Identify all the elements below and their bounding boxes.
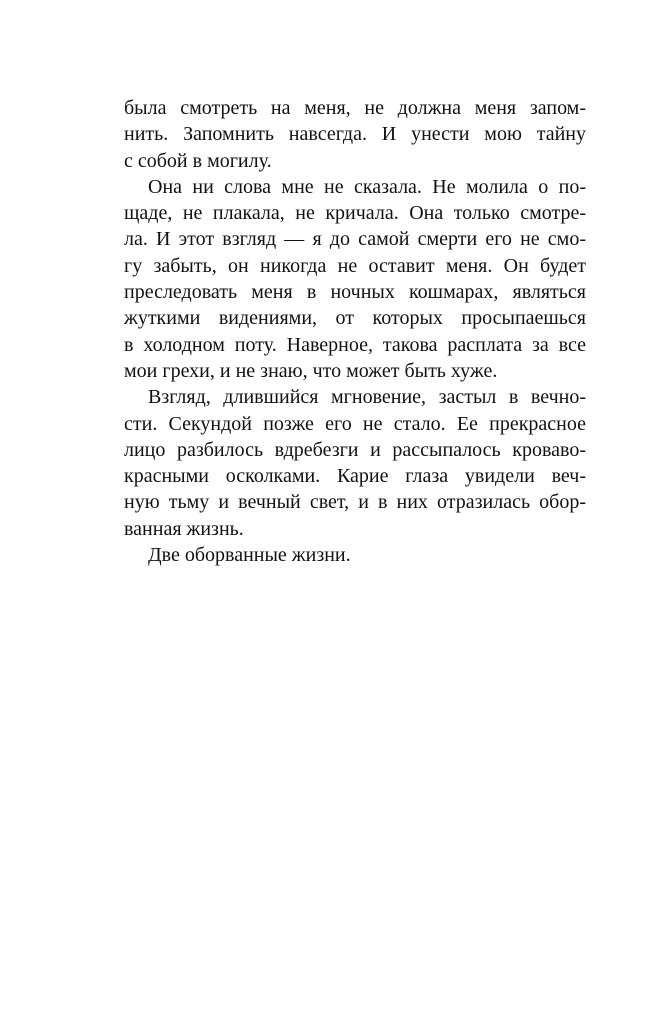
text-line: нить. Запомнить навсегда. И унести мою тайну [124,123,586,146]
text-line: красными осколками. Карие глаза увидели веч- [124,465,586,488]
text-line: была смотреть на меня, не должна меня запом- [124,97,586,119]
text-line: щаде, не плакала, не кричала. Она только смотре- [124,202,586,225]
text-line: преследовать меня в ночных кошмарах, являться [124,281,586,304]
text-line: лицо разбилось вдребезги и рассыпалось кроваво- [124,438,586,461]
paragraph-1 [124,95,586,174]
text-line: гу забыть, он никогда не оставит меня. Он будет [124,254,586,277]
text-line: мои грехи, и не знаю, что может быть хуже. [124,359,498,382]
text-line: жуткими видениями, от которых просыпаешься [124,307,586,330]
body-text [124,95,586,568]
text-line: ную тьму и вечный свет, и в них отразилась обор- [124,491,586,514]
text-line: ла. И этот взгляд — я до самой смерти его не смо- [124,228,586,251]
text-line: ванная жизнь. [124,517,244,540]
text-line: сти. Секундой позже его не стало. Ее прекрасное [124,412,586,435]
paragraph-3 [124,384,586,542]
text-line: Взгляд, длившийся мгновение, застыл в вечно- [148,386,586,409]
text-line: Она ни слова мне не сказала. Не молила о по- [148,175,586,198]
text-line: с собой в могилу. [124,149,272,172]
text-line: Две оборванные жизни. [148,544,351,567]
text-line: в холодном поту. Наверное, такова расплата за все [124,333,586,356]
paragraph-2 [124,174,586,384]
paragraph-4 [124,542,586,568]
